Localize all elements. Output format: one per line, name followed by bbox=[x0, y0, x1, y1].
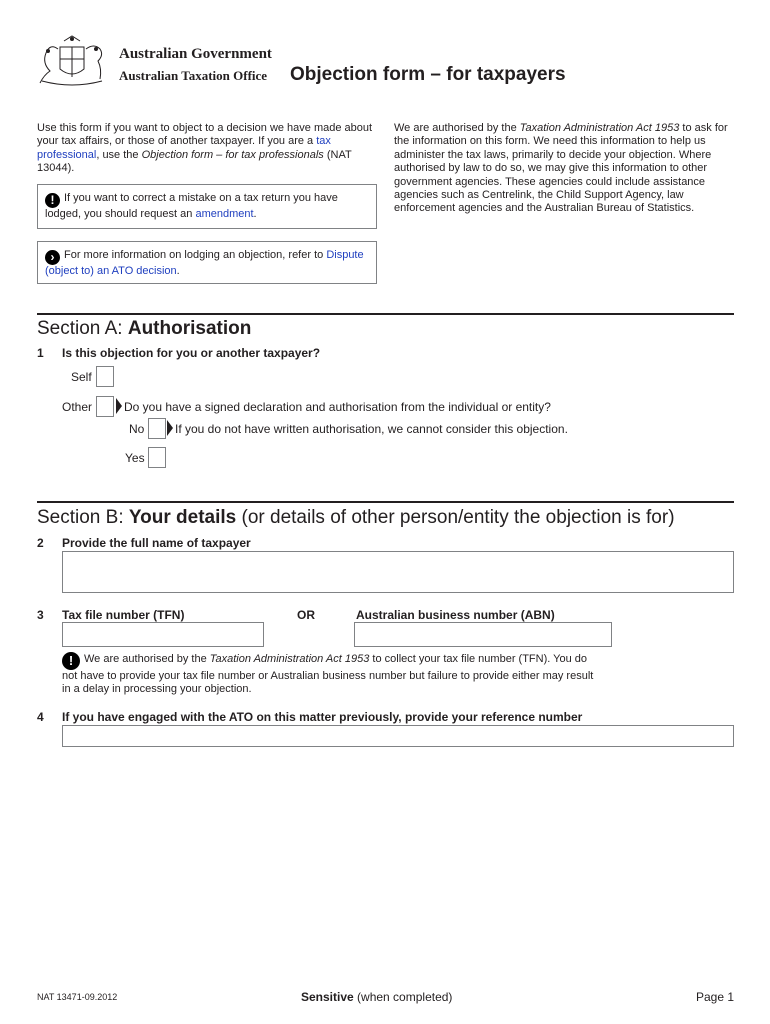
question-number: 4 bbox=[37, 710, 44, 724]
agency-name: Australian Taxation Office bbox=[119, 68, 268, 83]
coat-of-arms-logo bbox=[34, 35, 110, 87]
authorisation-question: Do you have a signed declaration and authorisation from the individual or entity? bbox=[124, 400, 551, 414]
no-label: No bbox=[129, 422, 145, 436]
dispute-decision-link[interactable]: Dispute (object to) an ATO decision bbox=[45, 249, 364, 277]
intro-paragraph: Use this form if you want to object to a decision we have made about your tax affairs, or those of another taxpayer. If you are a tax professional, use the Objection form – for tax professionals (NAT 13044). bbox=[37, 122, 373, 175]
taxpayer-name-field[interactable] bbox=[62, 551, 734, 593]
no-checkbox[interactable] bbox=[148, 418, 166, 439]
question-1-text: Is this objection for you or another taxpayer? bbox=[62, 346, 321, 360]
yes-checkbox[interactable] bbox=[148, 447, 166, 468]
no-authorisation-note: If you do not have written authorisation, we cannot consider this objection. bbox=[175, 422, 568, 436]
arrow-right-icon bbox=[167, 420, 173, 436]
form-code: NAT 13471-09.2012 bbox=[37, 992, 118, 1002]
reference-number-field[interactable] bbox=[62, 725, 734, 747]
info-notice: › For more information on lodging an objection, refer to Dispute (object to) an ATO decision. bbox=[37, 241, 377, 284]
question-number: 2 bbox=[37, 536, 44, 550]
section-a-heading: Section A: Authorisation bbox=[37, 318, 252, 339]
self-checkbox[interactable] bbox=[96, 366, 114, 387]
section-a-divider bbox=[37, 313, 734, 315]
tfn-label: Tax file number (TFN) bbox=[62, 608, 185, 622]
sensitivity-label: Sensitive (when completed) bbox=[301, 990, 453, 1004]
section-b-divider bbox=[37, 501, 734, 503]
abn-field[interactable] bbox=[354, 622, 612, 647]
page-title: Objection form – for taxpayers bbox=[290, 64, 566, 85]
amendment-link[interactable]: amendment bbox=[195, 208, 254, 220]
exclamation-icon: ! bbox=[62, 652, 80, 670]
chevron-right-icon: › bbox=[45, 250, 60, 265]
amendment-notice: ! If you want to correct a mistake on a tax return you have lodged, you should request an amendment. bbox=[37, 184, 377, 229]
government-name: Australian Government bbox=[119, 46, 272, 62]
self-label: Self bbox=[71, 370, 92, 384]
or-label: OR bbox=[297, 608, 315, 622]
question-2-text: Provide the full name of taxpayer bbox=[62, 536, 251, 550]
question-number: 1 bbox=[37, 346, 44, 360]
privacy-notice: We are authorised by the Taxation Administration Act 1953 to ask for the information on this form. We need this information to help us administer the tax laws, primarily to decide your objection. Where authorised by law to do so, we may give this information to other government agencies. These agencies could include assistance agencies such as Centrelink, the Child Support Agency, law enforcement agencies and the Australian Bureau of Statistics. bbox=[394, 122, 728, 215]
yes-label: Yes bbox=[125, 451, 145, 465]
abn-label: Australian business number (ABN) bbox=[356, 608, 555, 622]
section-b-heading: Section B: Your details (or details of other person/entity the objection is for) bbox=[37, 507, 675, 528]
other-checkbox[interactable] bbox=[96, 396, 114, 417]
exclamation-icon: ! bbox=[45, 193, 60, 208]
tfn-privacy-note: ! We are authorised by the Taxation Administration Act 1953 to collect your tax file number (TFN). You do not have to provide your tax file number or Australian business number but failure to provide either may result in a delay in processing your objection. bbox=[62, 653, 594, 696]
other-label: Other bbox=[62, 400, 93, 414]
question-number: 3 bbox=[37, 608, 44, 622]
arrow-right-icon bbox=[116, 398, 122, 414]
tax-professional-link[interactable]: tax professional bbox=[37, 135, 331, 161]
tfn-field[interactable] bbox=[62, 622, 264, 647]
question-4-text: If you have engaged with the ATO on this matter previously, provide your reference number bbox=[62, 710, 583, 724]
page-number: Page 1 bbox=[696, 990, 735, 1004]
